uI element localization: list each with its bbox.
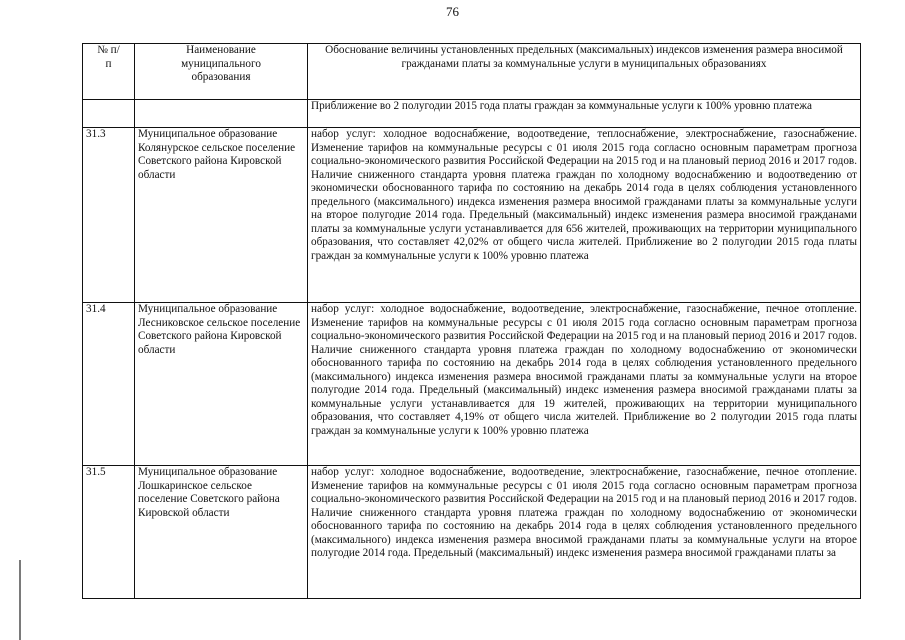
row-justification: набор услуг: холодное водоснабжение, водоотведение, электроснабжение, газоснабжение, печное отопление. Изменение тарифов на коммунальные ресурсы с 01 июля 2015 года согласно основным параметрам прогноза социально-экономического развития Российской Федерации на 2015 год и на плановый период 2016 и 2017 годов. Наличие сниженного стандарта уровня платежа граждан по холодному водоснабжению от экономически обоснованного тарифа по состоянию на декабрь 2014 года в целях соблюдения установленного предельного (максимального) индекса изменения размера вносимой гражданами платы за коммунальные услуги на второе полугодие 2014 года. Предельный (максимальный) индекс изменения размера вносимой гражданами платы за коммунальные услуги устанавливается для 19 жителей, проживающих на территории муниципального образования, что составляет 4,19% от общего числа жителей. Приближение во 2 полугодии 2015 года платы граждан за коммунальные услуги к 100% уровню платежа bbox=[308, 303, 861, 466]
table-row bbox=[83, 303, 861, 466]
table-row bbox=[83, 466, 861, 599]
row-municipality: Муниципальное образование Лошкаринское сельское поселение Советского района Кировской области bbox=[135, 466, 308, 599]
row-number: 31.5 bbox=[83, 466, 135, 599]
row-justification: набор услуг: холодное водоснабжение, водоотведение, теплоснабжение, электроснабжение, газоснабжение. Изменение тарифов на коммунальные ресурсы с 01 июля 2015 года согласно основным параметрам прогноза социально-экономического развития Российской Федерации на 2015 год и на плановый период 2016 и 2017 годов. Наличие сниженного стандарта уровня платежа граждан по холодному водоснабжению и водоотведению от экономически обоснованного тарифа по состоянию на декабрь 2014 года в целях соблюдения установленного предельного (максимального) индекса изменения размера вносимой гражданами платы за коммунальные услуги на второе полугодие 2014 года. Предельный (максимальный) индекс изменения размера вносимой гражданами платы за коммунальные услуги устанавливается для 656 жителей, проживающих на территории муниципального образования, что составляет 42,02% от общего числа жителей. Приближение во 2 полугодии 2015 года платы граждан за коммунальные услуги к 100% уровню платежа bbox=[308, 128, 861, 303]
page-number: 76 bbox=[446, 4, 459, 19]
header-number bbox=[83, 44, 135, 100]
row-municipality bbox=[135, 100, 308, 128]
header-municipality-label: Наименование муниципального образования bbox=[181, 44, 261, 83]
row-number: 31.4 bbox=[83, 303, 135, 466]
row-number: 31.3 bbox=[83, 128, 135, 303]
row-municipality: Муниципальное образование Колянурское сельское поселение Советского района Кировской области bbox=[135, 128, 308, 303]
header-justification-label: Обоснование величины установленных предельных (максимальных) индексов изменения размера вносимой гражданами платы за коммунальные услуги в муниципальных образованиях bbox=[325, 44, 843, 70]
header-number-label: № п/п bbox=[97, 44, 120, 70]
row-justification: Приближение во 2 полугодии 2015 года платы граждан за коммунальные услуги к 100% уровню платежа bbox=[308, 100, 861, 128]
header-justification bbox=[308, 44, 861, 100]
table-row bbox=[83, 100, 861, 128]
table-row bbox=[83, 128, 861, 303]
row-justification: набор услуг: холодное водоснабжение, водоотведение, электроснабжение, газоснабжение, печное отопление. Изменение тарифов на коммунальные ресурсы с 01 июля 2015 года согласно основным параметрам прогноза социально-экономического развития Российской Федерации на 2015 год и на плановый период 2016 и 2017 годов. Наличие сниженного стандарта уровня платежа граждан по холодному водоснабжению от экономически обоснованного тарифа по состоянию на декабрь 2014 года в целях соблюдения установленного предельного (максимального) индекса изменения размера вносимой гражданами платы за коммунальные услуги на второе полугодие 2014 года. Предельный (максимальный) индекс изменения размера вносимой гражданами платы за bbox=[308, 466, 861, 599]
header-municipality bbox=[135, 44, 308, 100]
scan-edge-line bbox=[19, 560, 21, 640]
table-header-row bbox=[83, 44, 861, 100]
row-number bbox=[83, 100, 135, 128]
row-municipality: Муниципальное образование Лесниковское сельское поселение Советского района Кировской области bbox=[135, 303, 308, 466]
tariff-table bbox=[82, 43, 861, 599]
